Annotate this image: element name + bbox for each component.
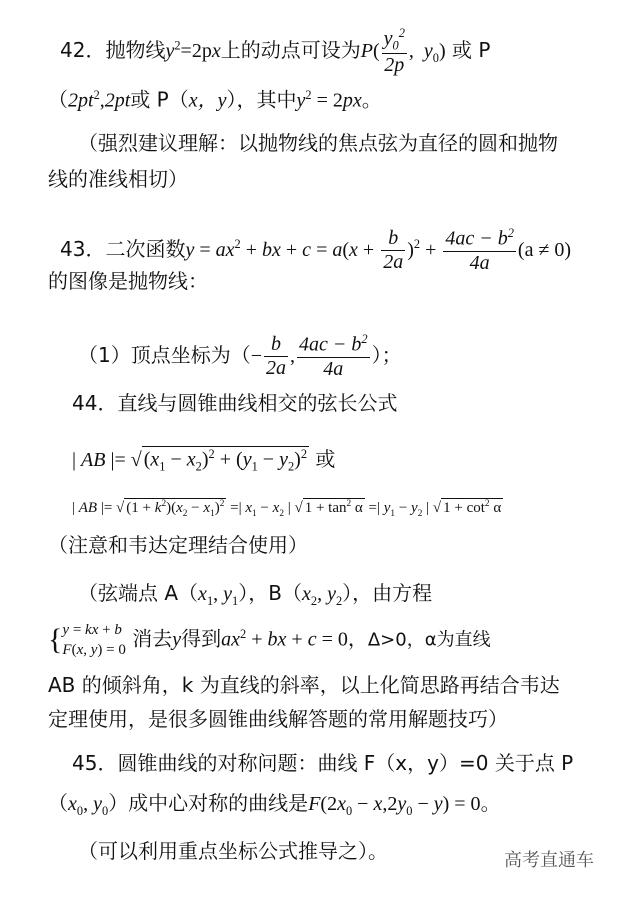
item-45-line2: （$x_0$, $y_0$）成中心对称的曲线是$F(2x_0 - x,2y_0 - y) = 0$。 xyxy=(48,791,501,818)
item-44-title: 44．直线与圆锥曲线相交的弦长公式 xyxy=(72,391,398,415)
item-42-line2: （$2pt^2,2pt$或 P（x，y），其中$y^2 = 2px$。 xyxy=(48,87,382,112)
item-44-para-line4: 定理使用，是很多圆锥曲线解答题的常用解题技巧） xyxy=(48,707,508,731)
item-43-line2: 的图像是抛物线： xyxy=(48,269,208,293)
item-45-note: （可以利用重点坐标公式推导之）。 xyxy=(78,839,388,863)
item-44-formula1: | AB |= √ $(x_1 - x_2)^2 + (y_1 - y_2)^2$ 或 xyxy=(72,447,336,474)
item-42-note-line1: （强烈建议理解：以抛物线的焦点弦为直径的圆和抛物 xyxy=(78,131,558,155)
item-44-para-line3: AB 的倾斜角，k 为直线的斜率，以上化简思路再结合韦达 xyxy=(48,673,560,697)
equation-system: { y = kx + b F(x, y) = 0 xyxy=(48,622,126,658)
item-44-formula2: | AB |= √ $(1 + k^2)(x_2 - x_1)^2$ =| $x_1 - x_2$ | √ $1 + \tan^2 \alpha$ =| $y_1 - y_2$ | √ $1 + \cot^2 \alpha$ xyxy=(72,499,502,519)
item-42-line1: 42．抛物线$y^2=2px$上的动点可设为P( $\frac{y_0^2}{2p}$ , $y_0$) 或 P xyxy=(60,26,491,76)
item-43-line1: 43．二次函数$y = ax^2$ + bx + c = a(x + $\frac{b}{2a}$ )$^2$ + $\frac{4ac - b^2}{4a}$ (a ≠ 0) xyxy=(60,226,572,274)
item-42-note-line2: 线的准线相切） xyxy=(48,167,188,191)
watermark: 高考直通车 xyxy=(504,850,594,871)
item-44-note: （注意和韦达定理结合使用） xyxy=(48,533,308,557)
item-45-line1: 45．圆锥曲线的对称问题：曲线 F（x，y）=0 关于点 P xyxy=(72,751,574,775)
item-43-vertex: （1）顶点坐标为（− $\frac{b}{2a}$ , $\frac{4ac - b^2}{4a}$ ）； xyxy=(78,332,402,380)
item-44-para-line1: （弦端点 $A(x_1$, $y_1$），$B(x_2$, $y_2$），由方程 xyxy=(78,581,433,608)
item-44-para-line2: { y = kx + b F(x, y) = 0 消去y得到$ax^2$ + bx + c = 0，Δ>0，α为直线 xyxy=(48,622,491,658)
